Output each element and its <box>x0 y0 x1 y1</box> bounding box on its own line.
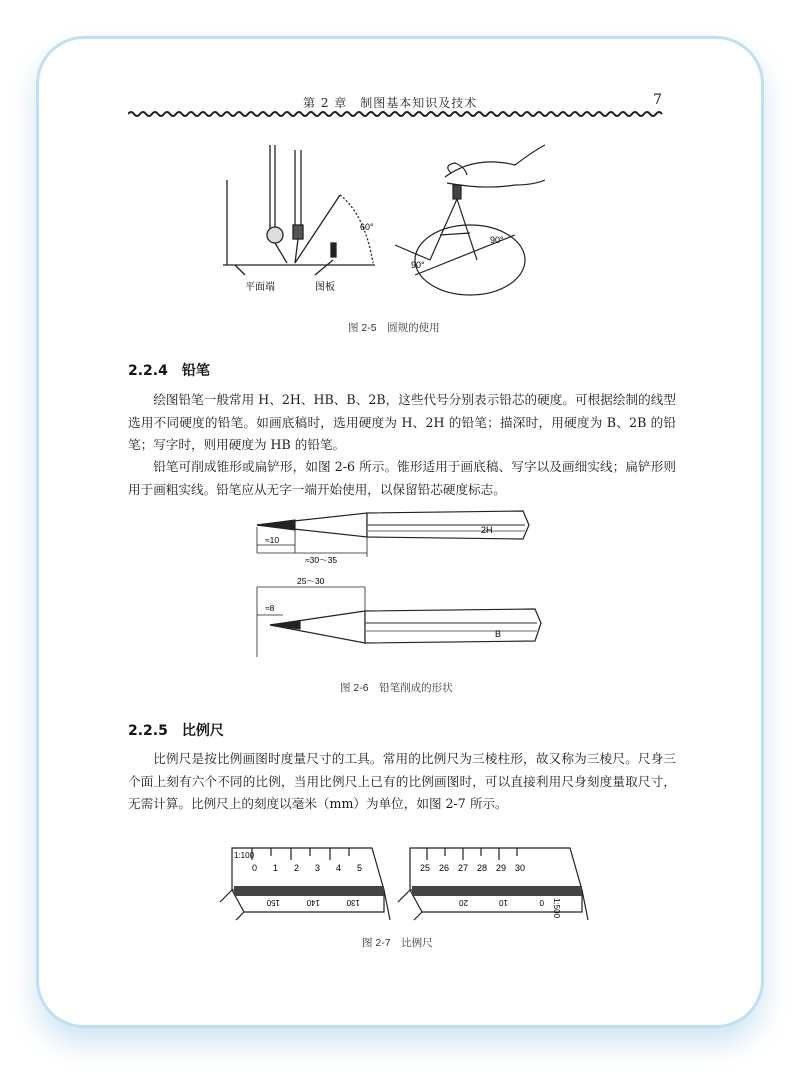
section-2-2-4-heading: 2.2.4 铅笔 <box>128 363 210 379</box>
left-bottom-tick-150: 150 <box>266 898 280 907</box>
left-tick-0: 0 <box>252 863 258 873</box>
section-2-2-4-paragraph-2: 铅笔可削成锥形或扁铲形，如图 2-6 所示。锥形适用于画底稿、写字以及画细实线；扁铲形则用于画粗实线。铅笔应从无字一端开始使用，以保留铅芯硬度标志。 <box>128 459 676 497</box>
figure-2-7-scale-rulers <box>212 840 592 925</box>
hand-compass-illustration <box>395 145 545 295</box>
right-bottom-tick-0: 0 <box>539 898 544 907</box>
figure-2-6-pencils <box>255 505 555 665</box>
board-label: 图板 <box>315 282 335 293</box>
left-scale-ratio: 1:100 <box>234 851 255 860</box>
figure-2-5-caption: 图 2-5 圆规的使用 <box>348 322 440 334</box>
right-tick-29: 29 <box>496 863 507 873</box>
left-bottom-tick-140: 140 <box>306 898 320 907</box>
chapter-title: 第 2 章 制图基本知识及技术 <box>303 96 478 110</box>
left-tick-5: 5 <box>357 863 363 873</box>
pencil-top-cut-dim: ≈30～35 <box>305 555 338 565</box>
left-bottom-tick-130: 130 <box>346 898 360 907</box>
pencil-top-grade: 2H <box>481 525 493 535</box>
section-2-2-4-paragraph-1: 绘图铅笔一般常用 H、2H、HB、B、2B，这些代号分别表示铅芯的硬度。可根据绘制的线型选用不同硬度的铅笔。如画底稿时，选用硬度为 H、2H 的铅笔；描深时，用硬度为 B、2B 的铅笔；写字时，则用硬度为 HB 的铅笔。 <box>128 392 676 452</box>
figure-2-5-compass <box>215 135 545 305</box>
page-number: 7 <box>653 92 662 108</box>
left-tick-2: 2 <box>294 863 300 873</box>
pencil-bottom-cut-dim: 25～30 <box>297 576 325 586</box>
running-header <box>128 92 676 112</box>
right-tick-25: 25 <box>420 863 431 873</box>
left-tick-1: 1 <box>273 863 279 873</box>
section-2-2-5-paragraph: 比例尺是按比例画图时度量尺寸的工具。常用的比例尺为三棱柱形，故又称为三棱尺。尺身三个面上刻有六个不同的比例，当用比例尺上已有的比例画图时，可以直接利用尺身刻度量取尺寸，无需计算。比例尺上的刻度以毫米（mm）为单位，如图 2-7 所示。 <box>128 751 676 811</box>
section-2-2-5-heading: 2.2.5 比例尺 <box>128 723 224 739</box>
right-scale-ratio: 1:500 <box>552 898 561 919</box>
right-tick-26: 26 <box>439 863 450 873</box>
left-tick-4: 4 <box>336 863 342 873</box>
wall-label: 平面端 <box>245 282 275 293</box>
right-tick-27: 27 <box>458 863 469 873</box>
right-tick-28: 28 <box>477 863 488 873</box>
right-tick-30: 30 <box>515 863 526 873</box>
pencil-bottom-grade: B <box>495 629 502 639</box>
compass-on-board-illustration <box>223 145 375 275</box>
figure-2-6-caption: 图 2-6 铅笔削成的形状 <box>340 682 453 694</box>
figure-2-7-caption: 图 2-7 比例尺 <box>362 937 433 949</box>
header-wavy-rule <box>128 110 676 118</box>
angle-label-90-a: 90° <box>490 235 504 245</box>
right-bottom-tick-10: 10 <box>499 898 508 907</box>
pencil-chisel <box>257 587 541 657</box>
angle-label-90-b: 90° <box>411 260 425 270</box>
angle-label-60: 60° <box>360 222 374 232</box>
pencil-top-tip-dim: ≈10 <box>265 535 280 545</box>
pencil-bottom-tip-dim: ≈8 <box>265 603 275 613</box>
right-bottom-tick-20: 20 <box>459 898 468 907</box>
left-tick-3: 3 <box>315 863 321 873</box>
